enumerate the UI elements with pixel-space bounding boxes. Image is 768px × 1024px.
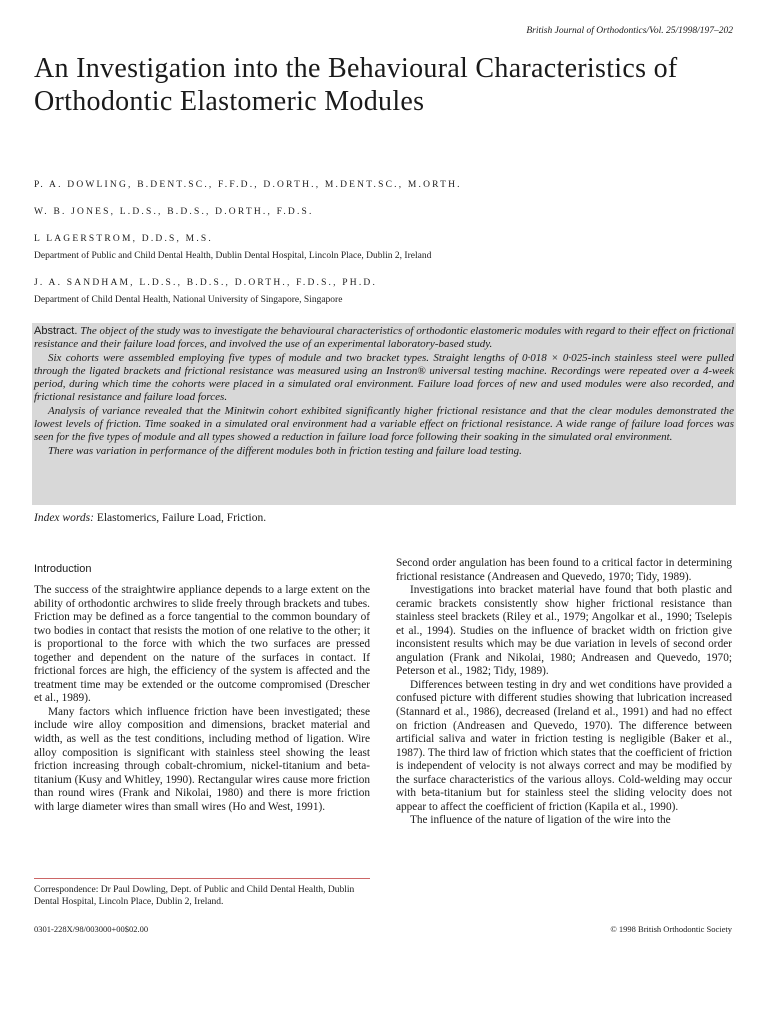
right-paragraph-3: Differences between testing in dry and wet conditions have provided a confused picture with different studies showing that lubrication increased (Stannard et al., 1986), decreased (Ireland et al., 1991) and had no effect on friction (Andreasen and Quevedo, 1970). The difference between artificial saliva and water in friction testing is negligible (Baker et al., 1987). The third law of friction which states that the coefficient of friction is independent of velocity is not always correct and may be modified by the surface characteristics of the various alloys. Cold-welding may occur with beta-titanium but for stainless steel the sliding velocity does not appear to affect the coefficient of friction (Kapila et al., 1990). <box>396 678 732 813</box>
copyright-notice: © 1998 British Orthodontic Society <box>610 924 732 934</box>
abstract-text-3: Analysis of variance revealed that the Minitwin cohort exhibited significantly higher frictional resistance and that the clear modules demonstrated the lowest levels of friction. Time soaked in a simulated oral environment had a variable effect on frictional resistance. A wide range of failure load forces was seen for the five types of module and all types showed a reduction in failure load force following their soaking in the simulated oral environment. <box>34 404 734 444</box>
right-paragraph-4: The influence of the nature of ligation of the wire into the <box>410 814 671 827</box>
right-paragraph-2: Investigations into bracket material have found that both plastic and ceramic brackets consistently show higher frictional resistance than stainless steel brackets (Riley et al., 1979; Angolkar et al., 1990; Tselepis et al., 1994). Studies on the influence of bracket width on friction give inconsistent results which may be due variation in levels of second order angulation (Frank and Nikolai, 1980; Andreasen and Quevedo, 1970; Peterson et al., 1982; Tidy, 1989). <box>396 584 732 678</box>
right-column <box>396 557 732 828</box>
footnote-rule <box>34 878 370 879</box>
author-sandham: J. A. SANDHAM, L.D.S., B.D.S., D.ORTH., F.D.S., PH.D. <box>34 278 378 288</box>
affiliation-singapore: Department of Child Dental Health, National University of Singapore, Singapore <box>34 295 343 305</box>
journal-citation: British Journal of Orthodontics/Vol. 25/1998/197–202 <box>526 26 733 36</box>
author-lagerstrom: L LAGERSTROM, D.D.S, M.S. <box>34 234 213 244</box>
abstract-paragraph <box>34 325 734 352</box>
index-words-value: Elastomerics, Failure Load, Friction. <box>96 512 267 524</box>
right-paragraph-1: Second order angulation has been found to a critical factor in determining frictional resistance (Andreasen and Quevedo, 1970; Tidy, 1989). <box>396 557 732 583</box>
abstract-text-2: Six cohorts were assembled employing five types of module and two bracket types. Straight lengths of 0·018 × 0·025-inch stainless steel were pulled through the ligated brackets and frictional resistance was measured using an Instron® universal testing machine. Recordings were repeated over a 4-week period, during which time the cohorts were placed in a simulated oral environment. Failure load forces of new and used modules were also recorded, and frictional resistance and failure load forces. <box>34 351 734 404</box>
abstract-label: Abstract. <box>34 325 78 337</box>
abstract-text-4: There was variation in performance of the different modules both in friction testing and failure load testing. <box>48 444 522 457</box>
left-column <box>34 584 370 814</box>
abstract-text-1: The object of the study was to investigate the behavioural characteristics of orthodontic elastomeric modules with regard to their effect on frictional resistance and their failure load forces, and involved the use of an experimental laboratory-based study. <box>34 325 735 351</box>
index-words <box>34 512 734 524</box>
article-title: An Investigation into the Behavioural Characteristics of Orthodontic Elastomeric Modules <box>34 53 678 117</box>
affiliation-dublin: Department of Public and Child Dental Health, Dublin Dental Hospital, Lincoln Place, Dublin 2, Ireland <box>34 251 432 261</box>
abstract-box <box>32 323 736 505</box>
article-code: 0301-228X/98/003000+00$02.00 <box>34 924 149 934</box>
correspondence-note: Correspondence: Dr Paul Dowling, Dept. of Public and Child Dental Health, Dublin Dental Hospital, Lincoln Place, Dublin 2, Ireland. <box>34 885 355 907</box>
introduction-heading: Introduction <box>34 563 92 575</box>
intro-paragraph-2: Many factors which influence friction have been investigated; these include wire alloy composition and dimensions, bracket material and width, as well as the test conditions, including method of ligation. Wire alloy composition is significant with stainless steel showing the least friction increasing through cobalt-chromium, nickel-titanium and beta-titanium (Kusy and Whitley, 1990). Rectangular wires cause more friction than round wires (Frank and Nikolai, 1980) and there is more friction with large diameter wires than small wires (Ho and West, 1991). <box>34 705 370 813</box>
author-dowling: P. A. DOWLING, B.DENT.SC., F.F.D., D.ORTH., M.DENT.SC., M.ORTH. <box>34 180 462 190</box>
author-jones: W. B. JONES, L.D.S., B.D.S., D.ORTH., F.D.S. <box>34 207 314 217</box>
intro-paragraph-1: The success of the straightwire appliance depends to a large extent on the ability of orthodontic archwires to slide freely through brackets and tubes. Friction may be defined as a force tangential to the common boundary of two bodies in contact that resists the motion of one relative to the other; it is proportional to the force with which the two surfaces are pressed together and dependent on the nature of the surfaces in contact. If frictional forces are high, the efficiency of the system is affected and the treatment time may be extended or the outcome compromised (Drescher et al., 1989). <box>34 584 370 705</box>
index-words-label: Index words: <box>34 512 94 524</box>
